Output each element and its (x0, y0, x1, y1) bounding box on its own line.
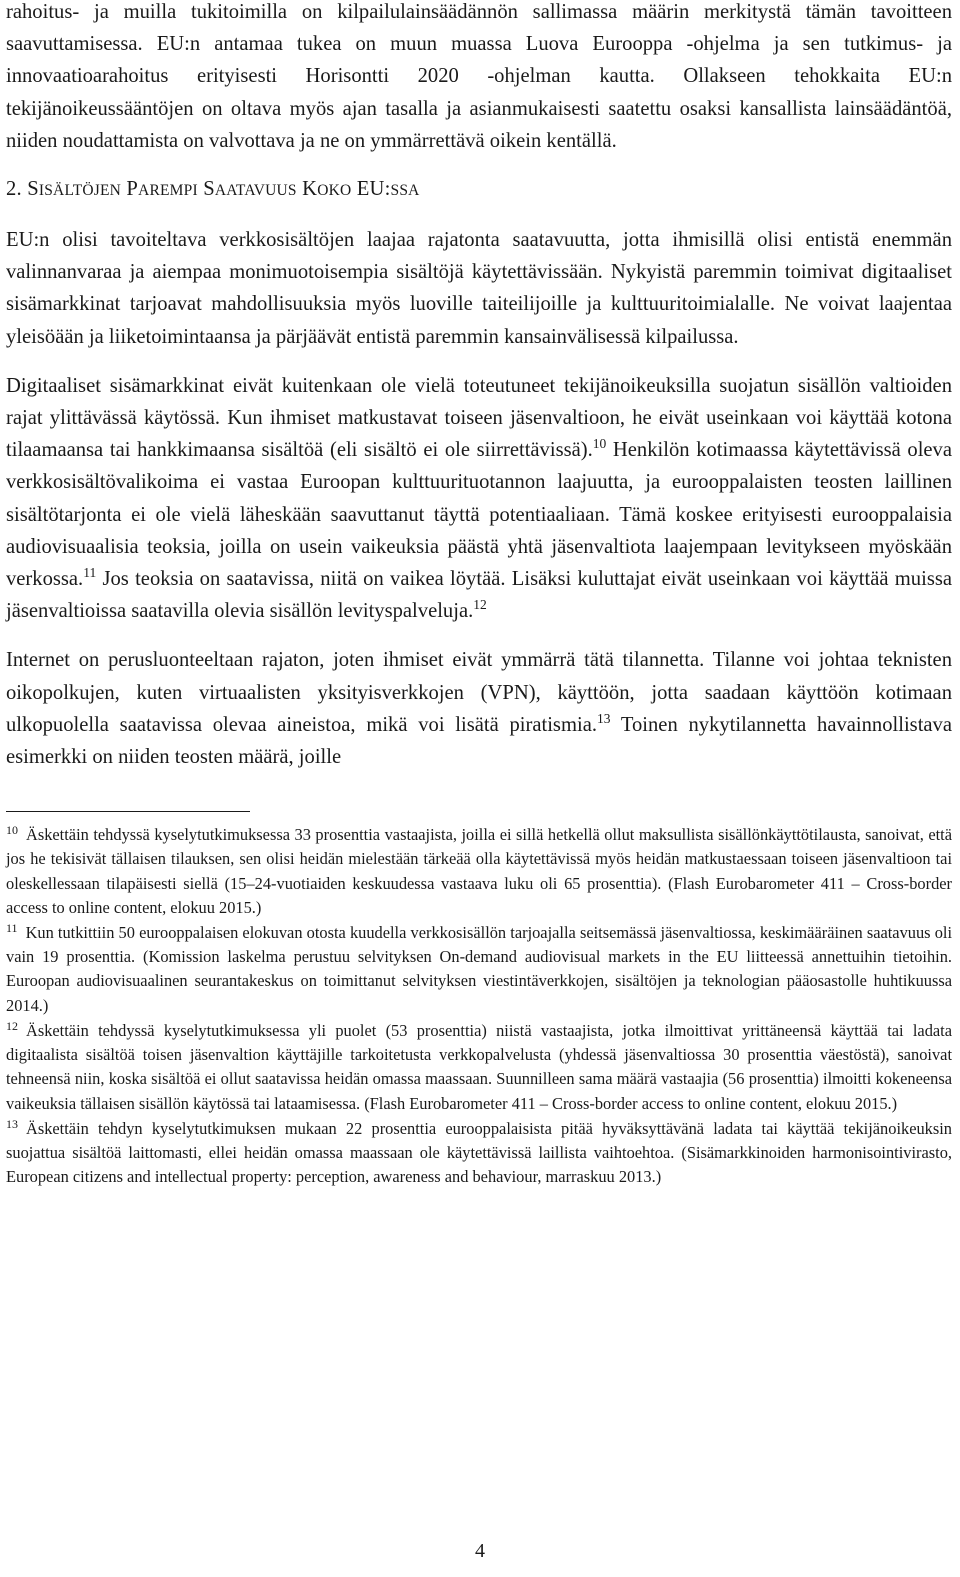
paragraph-portability-part-b: Henkilön kotimaassa käytettävissä oleva verkkosisältövalikoima ei vastaa Euroopan kulttuurituotannon laajuutta, ja eurooppalaisten teosten laillinen sisältötarjonta ei ole vielä läheskään saavuttanut täyttä potentiaaliaan. Tämä koskee erityisesti eurooppalaisia audiovisuaalisia teoksia, joilla on usein vaikeuksia päästä yhtä jäsenvaltiota laajempaan levitykseen myöskään verkossa. (6, 439, 952, 591)
paragraph-internet (6, 644, 952, 773)
footnote-11 (6, 921, 952, 1018)
paragraph-portability-part-c: Jos teoksia on saatavissa, niitä on vaikea löytää. Lisäksi kuluttajat eivät useinkaan voi käyttää muissa jäsenvaltioissa saatavilla olevia sisällön levityspalveluja. (6, 568, 952, 623)
footnote-12 (6, 1019, 952, 1116)
footnote-ref-10[interactable]: 10 (592, 436, 607, 452)
page-number: 4 (475, 1540, 485, 1562)
footnote-10 (6, 823, 952, 920)
footnote-ref-12[interactable]: 12 (473, 597, 487, 613)
heading-word-1-rest: ISÄLTÖJEN (38, 182, 122, 200)
heading-word-1-cap: S (27, 178, 39, 201)
footnote-ref-11[interactable]: 11 (83, 565, 97, 581)
footnote-text: Äskettäin tehdyn kyselytutkimuksen mukaan 22 prosenttia eurooppalaisista pitää hyväksyttävänä ladata tai käyttää tekijänoikeuksin suojattua sisältöä laittomasti, ellei heidän omassa maassaan ole käytettävissä laillista vaihtoehtoa. (Sisämarkkinoiden harmonisointivirasto, European citizens and intellectual property: perception, awareness and behaviour, marraskuu 2013.) (6, 1118, 952, 1187)
paragraph-portability-part-a: Digitaaliset sisämarkkinat eivät kuitenkaan ole vielä toteutuneet tekijänoikeuksilla suojatun sisällön valtioiden rajat ylittävässä käytössä. Kun ihmiset matkustavat toiseen jäsenvaltioon, he eivät useinkaan voi käyttää kotona tilaamaansa tai hankkimaansa sisältöä (eli sisältö ei ole siirrettävissä). (6, 374, 952, 462)
heading-word-2-cap: P (126, 178, 139, 201)
section-heading (6, 173, 952, 207)
paragraph-availability: EU:n olisi tavoiteltava verkkosisältöjen laajaa rajatonta saatavuutta, jotta ihmisillä olisi entistä enemmän valinnanvaraa ja aiempaa monimuotoisempia sisältöjä käytettävissään. Nykyistä paremmin toimivat digitaaliset sisämarkkinat tarjoavat mahdollisuuksia myös luoville taiteilijoille ja kulttuuritoimialalle. Ne voivat laajentaa yleisöään ja liiketoimintaansa ja pärjäävät entistä paremmin kansainvälisessä kilpailussa. (6, 229, 952, 348)
heading-word-4-rest: OKO (317, 182, 352, 200)
paragraph-internet-part-b: Toinen nykytilannetta havainnollistava esimerkki on niiden teosten määrä, joille (6, 713, 952, 769)
heading-word-3-cap: S (203, 178, 215, 201)
heading-word-5-sep: : (384, 178, 391, 201)
footnote-ref-13[interactable]: 13 (596, 710, 611, 726)
heading-word-3-rest: AATAVUUS (214, 182, 297, 200)
heading-word-2-rest: AREMPI (138, 182, 198, 200)
paragraph-intro: rahoitus- ja muilla tukitoimilla on kilpailulainsäädännön sallimassa määrin merkitystä tämän tavoitteen saavuttamisessa. EU:n antamaa tukea on muun muassa Luova Eurooppa -ohjelma ja sen tutkimus- ja innovaatioarahoitus erityisesti Horisontti 2020 -ohjelman kautta. Ollakseen tehokkaita EU:n tekijänoikeussääntöjen on oltava myös ajan tasalla ja asianmukaisesti saatettu osaksi kansallista lainsäädäntöä, niiden noudattamista on valvottava ja ne on ymmärrettävä oikein kentällä. (6, 1, 952, 152)
heading-word-4-cap: K (302, 178, 318, 201)
footnote-number: 11 (6, 921, 18, 936)
paragraph-portability (6, 370, 952, 628)
footnote-number: 12 (6, 1018, 18, 1033)
footnote-text: Äskettäin tehdyssä kyselytutkimuksessa 33 prosenttia vastaajista, joilla ei sillä hetkellä ollut maksullista sisällönkäyttötilausta, sanoivat, että jos he tekisivät tällaisen tilauksen, sen olisi heidän mielestään tärkeää olla käytettävissä myös heidän matkustaessaan toiseen jäsenvaltioon tai oleskellessaan tilapäisesti siellä (15–24-vuotiaiden keskuudessa vastaava luku oli 65 prosenttia). (Flash Eurobarometer 411 – Cross-border access to online content, elokuu 2015.) (6, 825, 952, 917)
footnote-text: Kun tutkittiin 50 eurooppalaisen elokuvan otosta kuudella verkkosisällön tarjoajalla seitsemässä jäsenvaltiossa, keskimääräinen saatavuus oli vain 19 prosenttia. (Komission laskelma perustuu selvityksen On-demand audiovisual markets in the EU liitteessä annettuihin tietoihin. Euroopan audiovisuaalinen seurantakeskus on toimittanut selvityksen viestintäverkkojen, sisältöjen ja teknologian pääosastolle huhtikuussa 2014.) (6, 923, 952, 1015)
footnote-number: 13 (6, 1116, 18, 1131)
heading-number: 2. (6, 178, 22, 201)
heading-word-5-cap: EU (356, 178, 385, 201)
footnote-text: Äskettäin tehdyssä kyselytutkimuksessa yli puolet (53 prosenttia) niistä vastaajista, jotka ilmoittivat yrittäneensä käyttää tai ladata digitaalista sisältöä toisen jäsenvaltion käyttäjille tarkoitetusta verkkopalvelusta (yhdessä jäsenvaltiossa 30 prosenttia väestöstä), sanoivat tehneensä niin, koska sisältöä ei ollut saatavissa heidän omassa maassaan. Suunnilleen sama määrä vastaajia (56 prosenttia) ilmoitti kokeneensa vaikeuksia tällaisen sisällön käytössä tai lataamisessa. (Flash Eurobarometer 411 – Cross-border access to online content, elokuu 2015.) (6, 1020, 952, 1113)
footnote-13 (6, 1117, 952, 1190)
footnote-number: 10 (6, 823, 18, 838)
paragraph-internet-part-a: Internet on perusluonteeltaan rajaton, joten ihmiset eivät ymmärrä tätä tilannetta. Tilanne voi johtaa teknisten oikopolkujen, kuten virtuaalisten yksityisverkkojen (VPN), käyttöön, jotta saadaan käyttöön kotimaan ulkopuolella saatavissa olevaa aineistoa, mikä voi lisätä piratismia. (6, 649, 952, 736)
heading-word-5-rest: SSA (390, 182, 420, 200)
footnote-separator (6, 811, 250, 812)
footnotes (6, 823, 952, 1189)
